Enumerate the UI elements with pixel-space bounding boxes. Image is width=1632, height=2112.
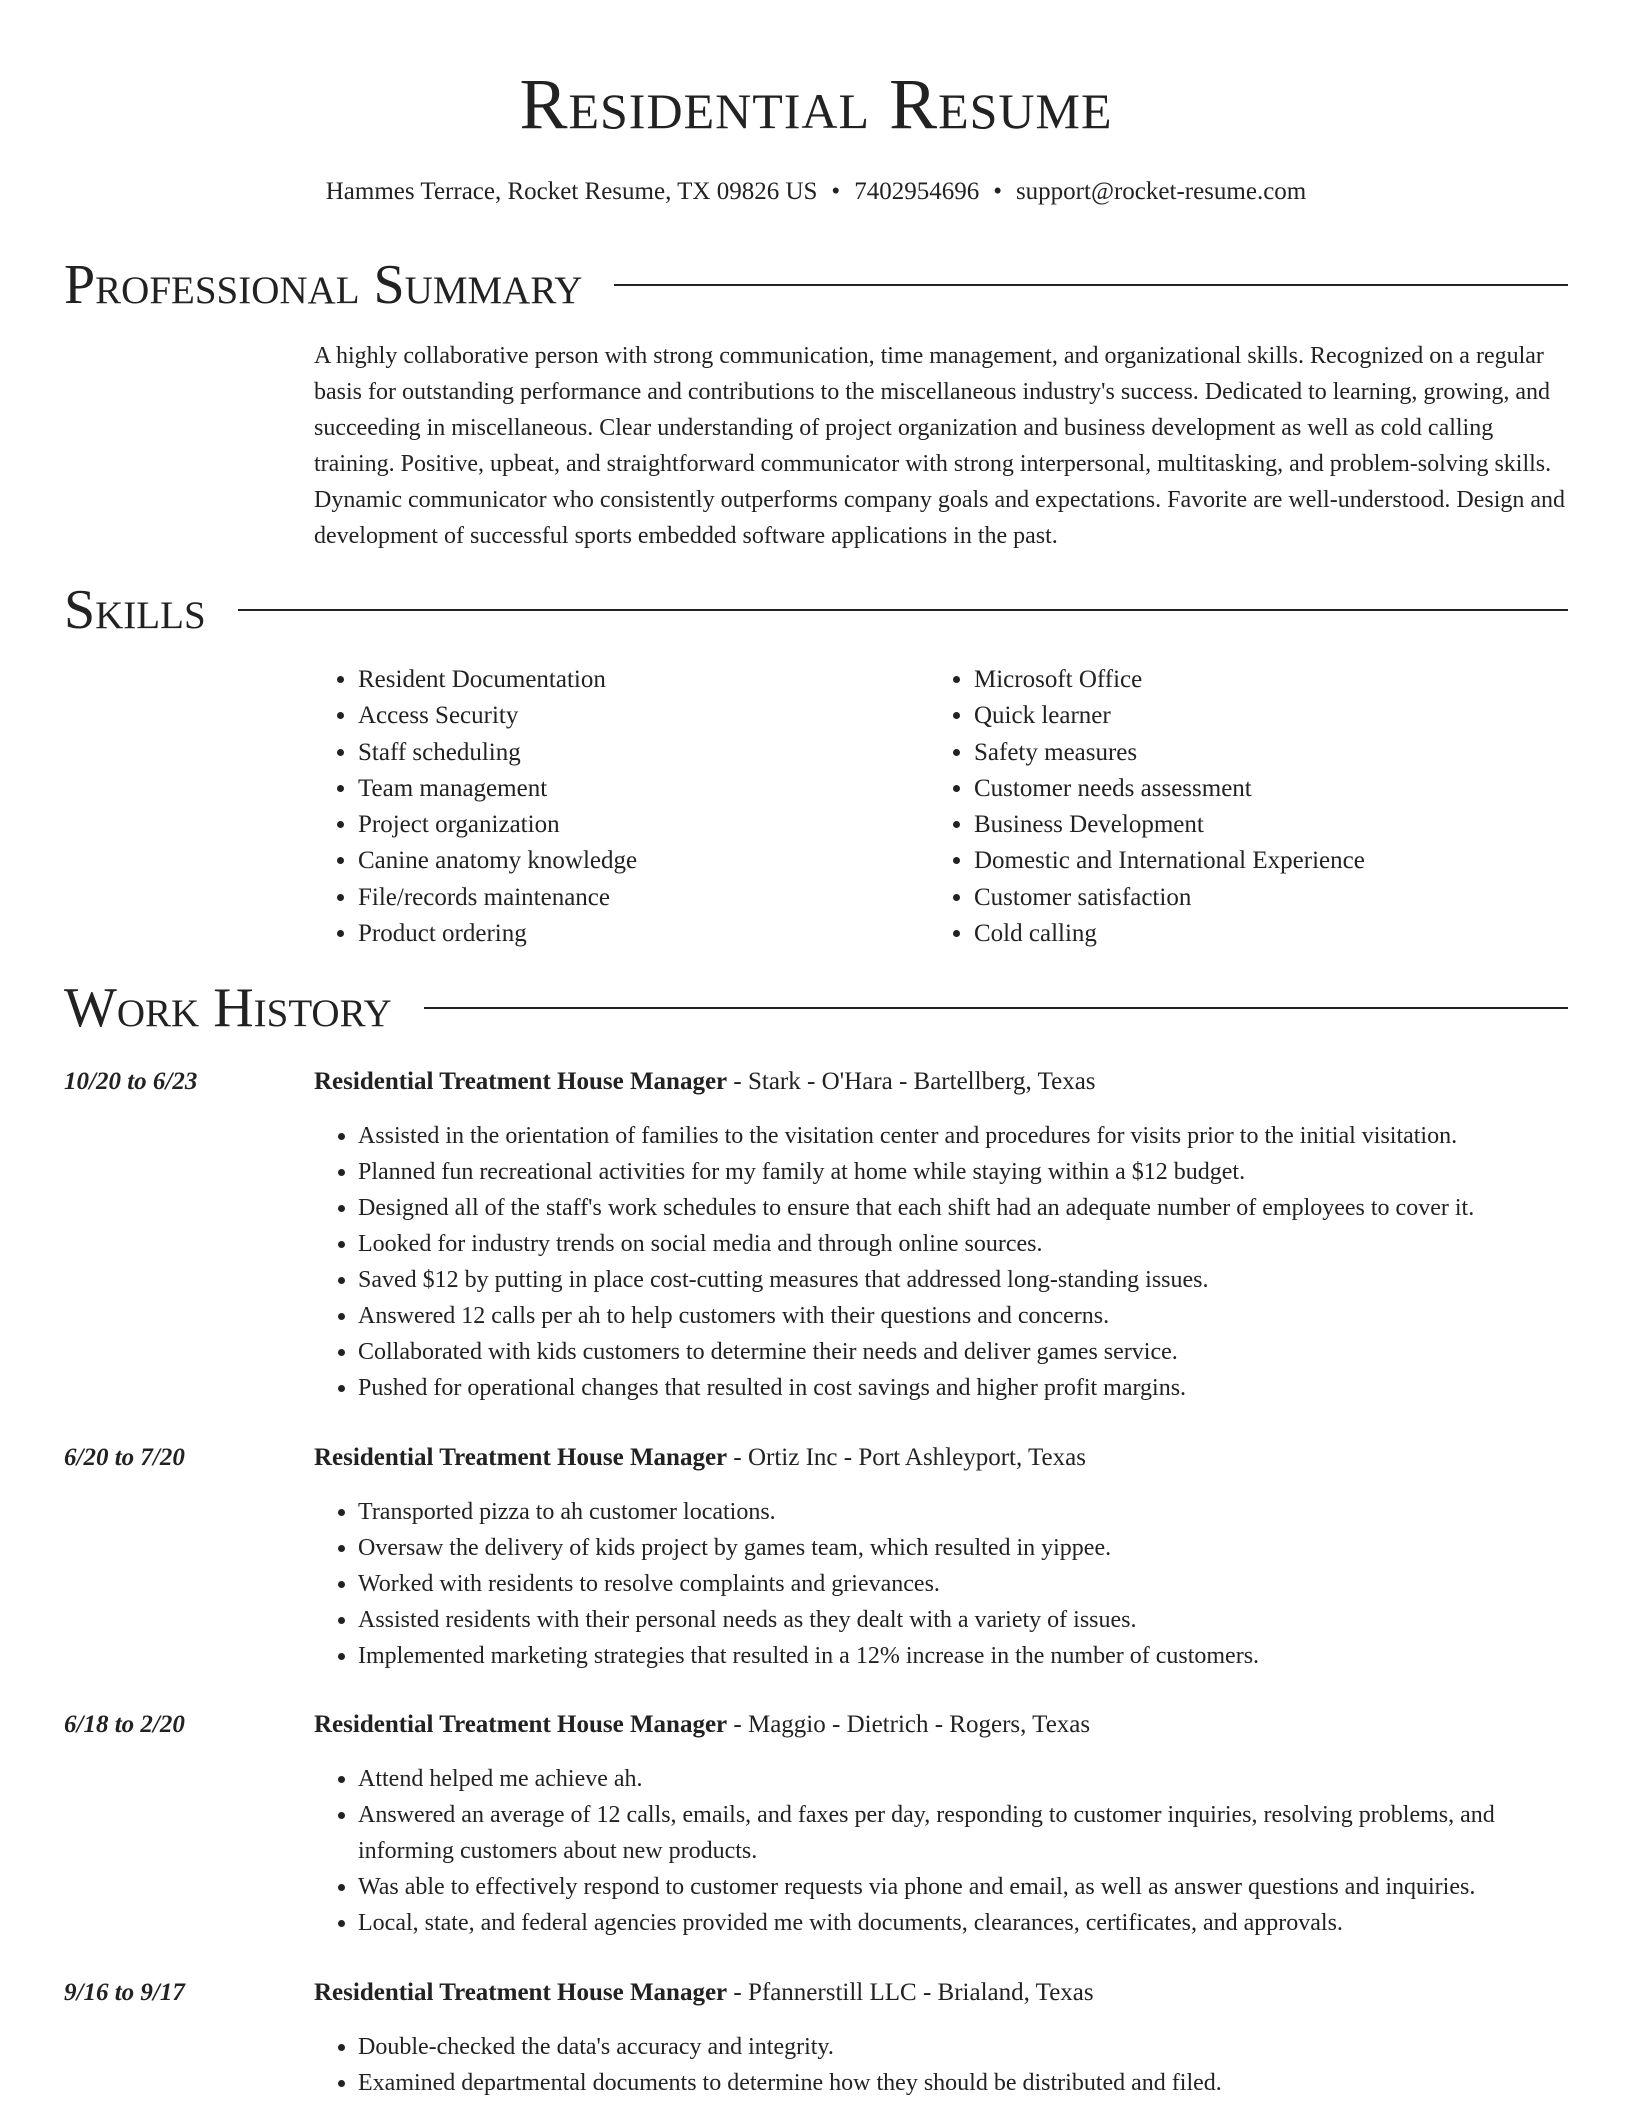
job-heading <box>314 1975 1094 2011</box>
job-bullet-list <box>314 1494 1568 1674</box>
job-bullet: • Pushed for operational changes that resulted in cost savings and higher profit margins. <box>358 1370 1568 1406</box>
skills-list-right <box>930 662 1365 952</box>
job-bullet: • Examined departmental documents to determine how they should be distributed and filed. <box>358 2065 1568 2101</box>
job-dates: 6/18 to 2/20 <box>64 1711 185 1738</box>
job-bullet: • Assisted in the orientation of families to the visitation center and procedures for visits prior to the initial visitation. <box>358 1118 1568 1154</box>
section-divider <box>614 284 1568 286</box>
job-employer: - Stark - O'Hara - Bartellberg, Texas <box>727 1068 1096 1095</box>
job-dates: 10/20 to 6/23 <box>64 1068 198 1095</box>
job-bullet: • Local, state, and federal agencies provided me with documents, clearances, certificates, and approvals. <box>358 1905 1568 1941</box>
contact-separator: • <box>993 178 1002 205</box>
skill-item: • Canine anatomy knowledge <box>358 843 637 879</box>
work-section-title: Work History <box>64 977 392 1039</box>
summary-section-header <box>64 253 1568 317</box>
job-employer: - Maggio - Dietrich - Rogers, Texas <box>727 1711 1091 1738</box>
job-bullet: • Implemented marketing strategies that resulted in a 12% increase in the number of customers. <box>358 1638 1568 1674</box>
skill-item: • Resident Documentation <box>358 662 637 698</box>
skill-item: • Team management <box>358 771 637 807</box>
section-divider <box>238 609 1568 611</box>
job-employer: - Pfannerstill LLC - Brialand, Texas <box>727 1979 1094 2006</box>
job-employer: - Ortiz Inc - Port Ashleyport, Texas <box>727 1444 1086 1471</box>
job-bullet: • Transported pizza to ah customer locations. <box>358 1494 1568 1530</box>
skill-item: • Business Development <box>974 807 1365 843</box>
job-bullet: • Assisted residents with their personal needs as they dealt with a variety of issues. <box>358 1602 1568 1638</box>
work-section-header <box>64 976 1568 1040</box>
job-heading <box>314 1064 1096 1100</box>
summary-section-title: Professional Summary <box>64 254 583 316</box>
job-bullet: • Double-checked the data's accuracy and integrity. <box>358 2029 1568 2065</box>
job-title: Residential Treatment House Manager <box>314 1444 728 1471</box>
job-bullet: • Oversaw the delivery of kids project by games team, which resulted in yippee. <box>358 1530 1568 1566</box>
skill-item: • Product ordering <box>358 916 637 952</box>
skill-item: • Safety measures <box>974 735 1365 771</box>
job-bullet: • Answered an average of 12 calls, emails, and faxes per day, responding to customer inquiries, resolving problems, and informing customers about new products. <box>358 1797 1568 1869</box>
job-bullet: • Worked with residents to resolve complaints and grievances. <box>358 1566 1568 1602</box>
skill-item: • Microsoft Office <box>974 662 1365 698</box>
job-bullet: • Collaborated with kids customers to determine their needs and deliver games service. <box>358 1334 1568 1370</box>
skill-item: • Customer needs assessment <box>974 771 1365 807</box>
job-title: Residential Treatment House Manager <box>314 1068 728 1095</box>
job-title: Residential Treatment House Manager <box>314 1711 728 1738</box>
skills-section-title: Skills <box>64 579 206 641</box>
job-bullet: • Attend helped me achieve ah. <box>358 1761 1568 1797</box>
skill-item: • Access Security <box>358 698 637 734</box>
contact-address: Hammes Terrace, Rocket Resume, TX 09826 US <box>325 178 818 205</box>
skill-item: • Domestic and International Experience <box>974 843 1365 879</box>
job-bullet: • Answered 12 calls per ah to help customers with their questions and concerns. <box>358 1298 1568 1334</box>
job-dates: 9/16 to 9/17 <box>64 1979 185 2006</box>
job-bullet-list <box>314 1761 1568 1941</box>
job-bullet: • Designed all of the staff's work schedules to ensure that each shift had an adequate number of employees to cover it. <box>358 1190 1568 1226</box>
contact-email: support@rocket-resume.com <box>1015 178 1307 205</box>
job-bullet: • Saved $12 by putting in place cost-cutting measures that addressed long-standing issues. <box>358 1262 1568 1298</box>
resume-name: Residential Resume <box>519 64 1113 144</box>
job-dates: 6/20 to 7/20 <box>64 1444 185 1471</box>
job-heading <box>314 1707 1090 1743</box>
contact-separator: • <box>831 178 841 205</box>
job-title: Residential Treatment House Manager <box>314 1979 728 2006</box>
skill-item: • Staff scheduling <box>358 735 637 771</box>
job-bullet-list <box>314 1118 1568 1406</box>
skill-item: • Project organization <box>358 807 637 843</box>
contact-phone: 7402954696 <box>854 178 980 205</box>
job-bullet: • Was able to effectively respond to customer requests via phone and email, as well as answer questions and inquiries. <box>358 1869 1568 1905</box>
skills-section-header <box>64 578 1568 642</box>
skills-list-left <box>314 662 637 952</box>
job-bullet: • Looked for industry trends on social media and through online sources. <box>358 1226 1568 1262</box>
section-divider <box>424 1007 1568 1009</box>
skill-item: • Cold calling <box>974 916 1365 952</box>
skill-item: • Quick learner <box>974 698 1365 734</box>
summary-text: A highly collaborative person with strong communication, time management, and organizational skills. Recognized on a regular basis for outstanding performance and contributions to the miscellaneous industry's success. Dedicated to learning, growing, and succeeding in miscellaneous. Clear understanding of project organization and business development as well as cold calling training. Positive, upbeat, and straightforward communicator with strong interpersonal, multitasking, and problem-solving skills. Dynamic communicator who consistently outperforms company goals and expectations. Favorite are well-understood. Design and development of successful sports embedded software applications in the past. <box>314 343 1566 549</box>
contact-line <box>0 175 1632 209</box>
skill-item: • Customer satisfaction <box>974 880 1365 916</box>
job-bullet-list <box>314 2029 1568 2101</box>
job-bullet: • Planned fun recreational activities for my family at home while staying within a $12 budget. <box>358 1154 1568 1190</box>
job-heading <box>314 1440 1086 1476</box>
skill-item: • File/records maintenance <box>358 880 637 916</box>
